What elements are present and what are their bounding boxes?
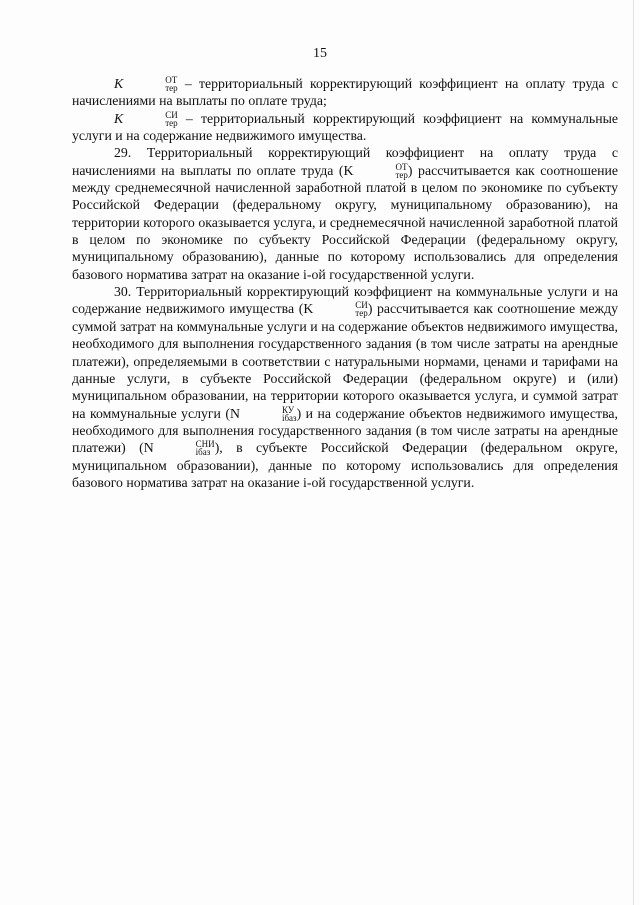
paragraph-29-text-1: 29. Территориальный корректирующий коэффициент на оплату труда с начислениями на выплаты по оплате труда (: [72, 145, 618, 178]
paragraph-30-text-2: ) рассчитывается как соотношение между суммой затрат на коммунальные услуги и на содержание объектов недвижимого имущества, необходимого для выполнения государственного задания (в том числе затраты на арендные платежи), определяемыми в соответствии с натуральными нормами, ценами и тарифами на данные услуги, в субъекте Российской Федерации (федеральном округе) и (или) муниципальном образовании, на территории которого оказывается услуга, и суммой затрат на коммунальные услуги (: [72, 301, 618, 421]
document-body: [72, 75, 618, 491]
formula-n-sni: N СНИ iбаз: [143, 439, 215, 458]
paragraph-30: [72, 283, 618, 491]
paragraph-30-text-1: 30. Территориальный корректирующий коэффициент на коммунальные услуги и на содержание недвижимого имущества (: [72, 284, 618, 317]
page-number: 15: [313, 46, 327, 61]
formula-k-si-inline: K СИ тер: [303, 300, 368, 319]
scan-edge-line: [633, 0, 634, 905]
formula-n-ku: N КУ iбаз: [229, 404, 297, 423]
formula-k-ot-inline: K ОТ тер: [343, 161, 408, 180]
definition-k-ot: [72, 75, 618, 110]
paragraph-30-text-3: ) и на содержание объектов недвижимого имущества, необходимого для выполнения государственного задания (в том числе затраты на арендные платежи) (: [72, 405, 618, 456]
formula-k-ot: K ОТ тер: [114, 75, 178, 93]
paragraph-29: [72, 144, 618, 283]
paragraph-30-text-4: ), в субъекте Российской Федерации (федеральном округе, муниципальном образовании), данные по которому использовались для определения базового норматива затрат на оказание i-ой государственной услуги.: [72, 440, 618, 490]
definition-k-ot-text: – территориальный корректирующий коэффициент на оплату труда с начислениями на выплаты по оплате труда;: [72, 76, 618, 109]
paragraph-29-text-2: ) рассчитывается как соотношение между среднемесячной начисленной заработной платой в целом по экономике по субъекту Российской Федерации (федеральному округу, муниципальному образованию), на территории которого оказывается услуга, и среднемесячной начисленной заработной платой в целом по экономике по субъекту Российской Федерации (федеральному округу, муниципальному образованию), данные по которому использовались для определения базового норматива затрат на оказание i-ой государственной услуги.: [72, 162, 618, 282]
definition-k-si: [72, 110, 618, 145]
definition-k-si-text: – территориальный корректирующий коэффициент на коммунальные услуги и на содержание недвижимого имущества.: [72, 110, 618, 144]
formula-k-si: K СИ тер: [114, 109, 178, 128]
